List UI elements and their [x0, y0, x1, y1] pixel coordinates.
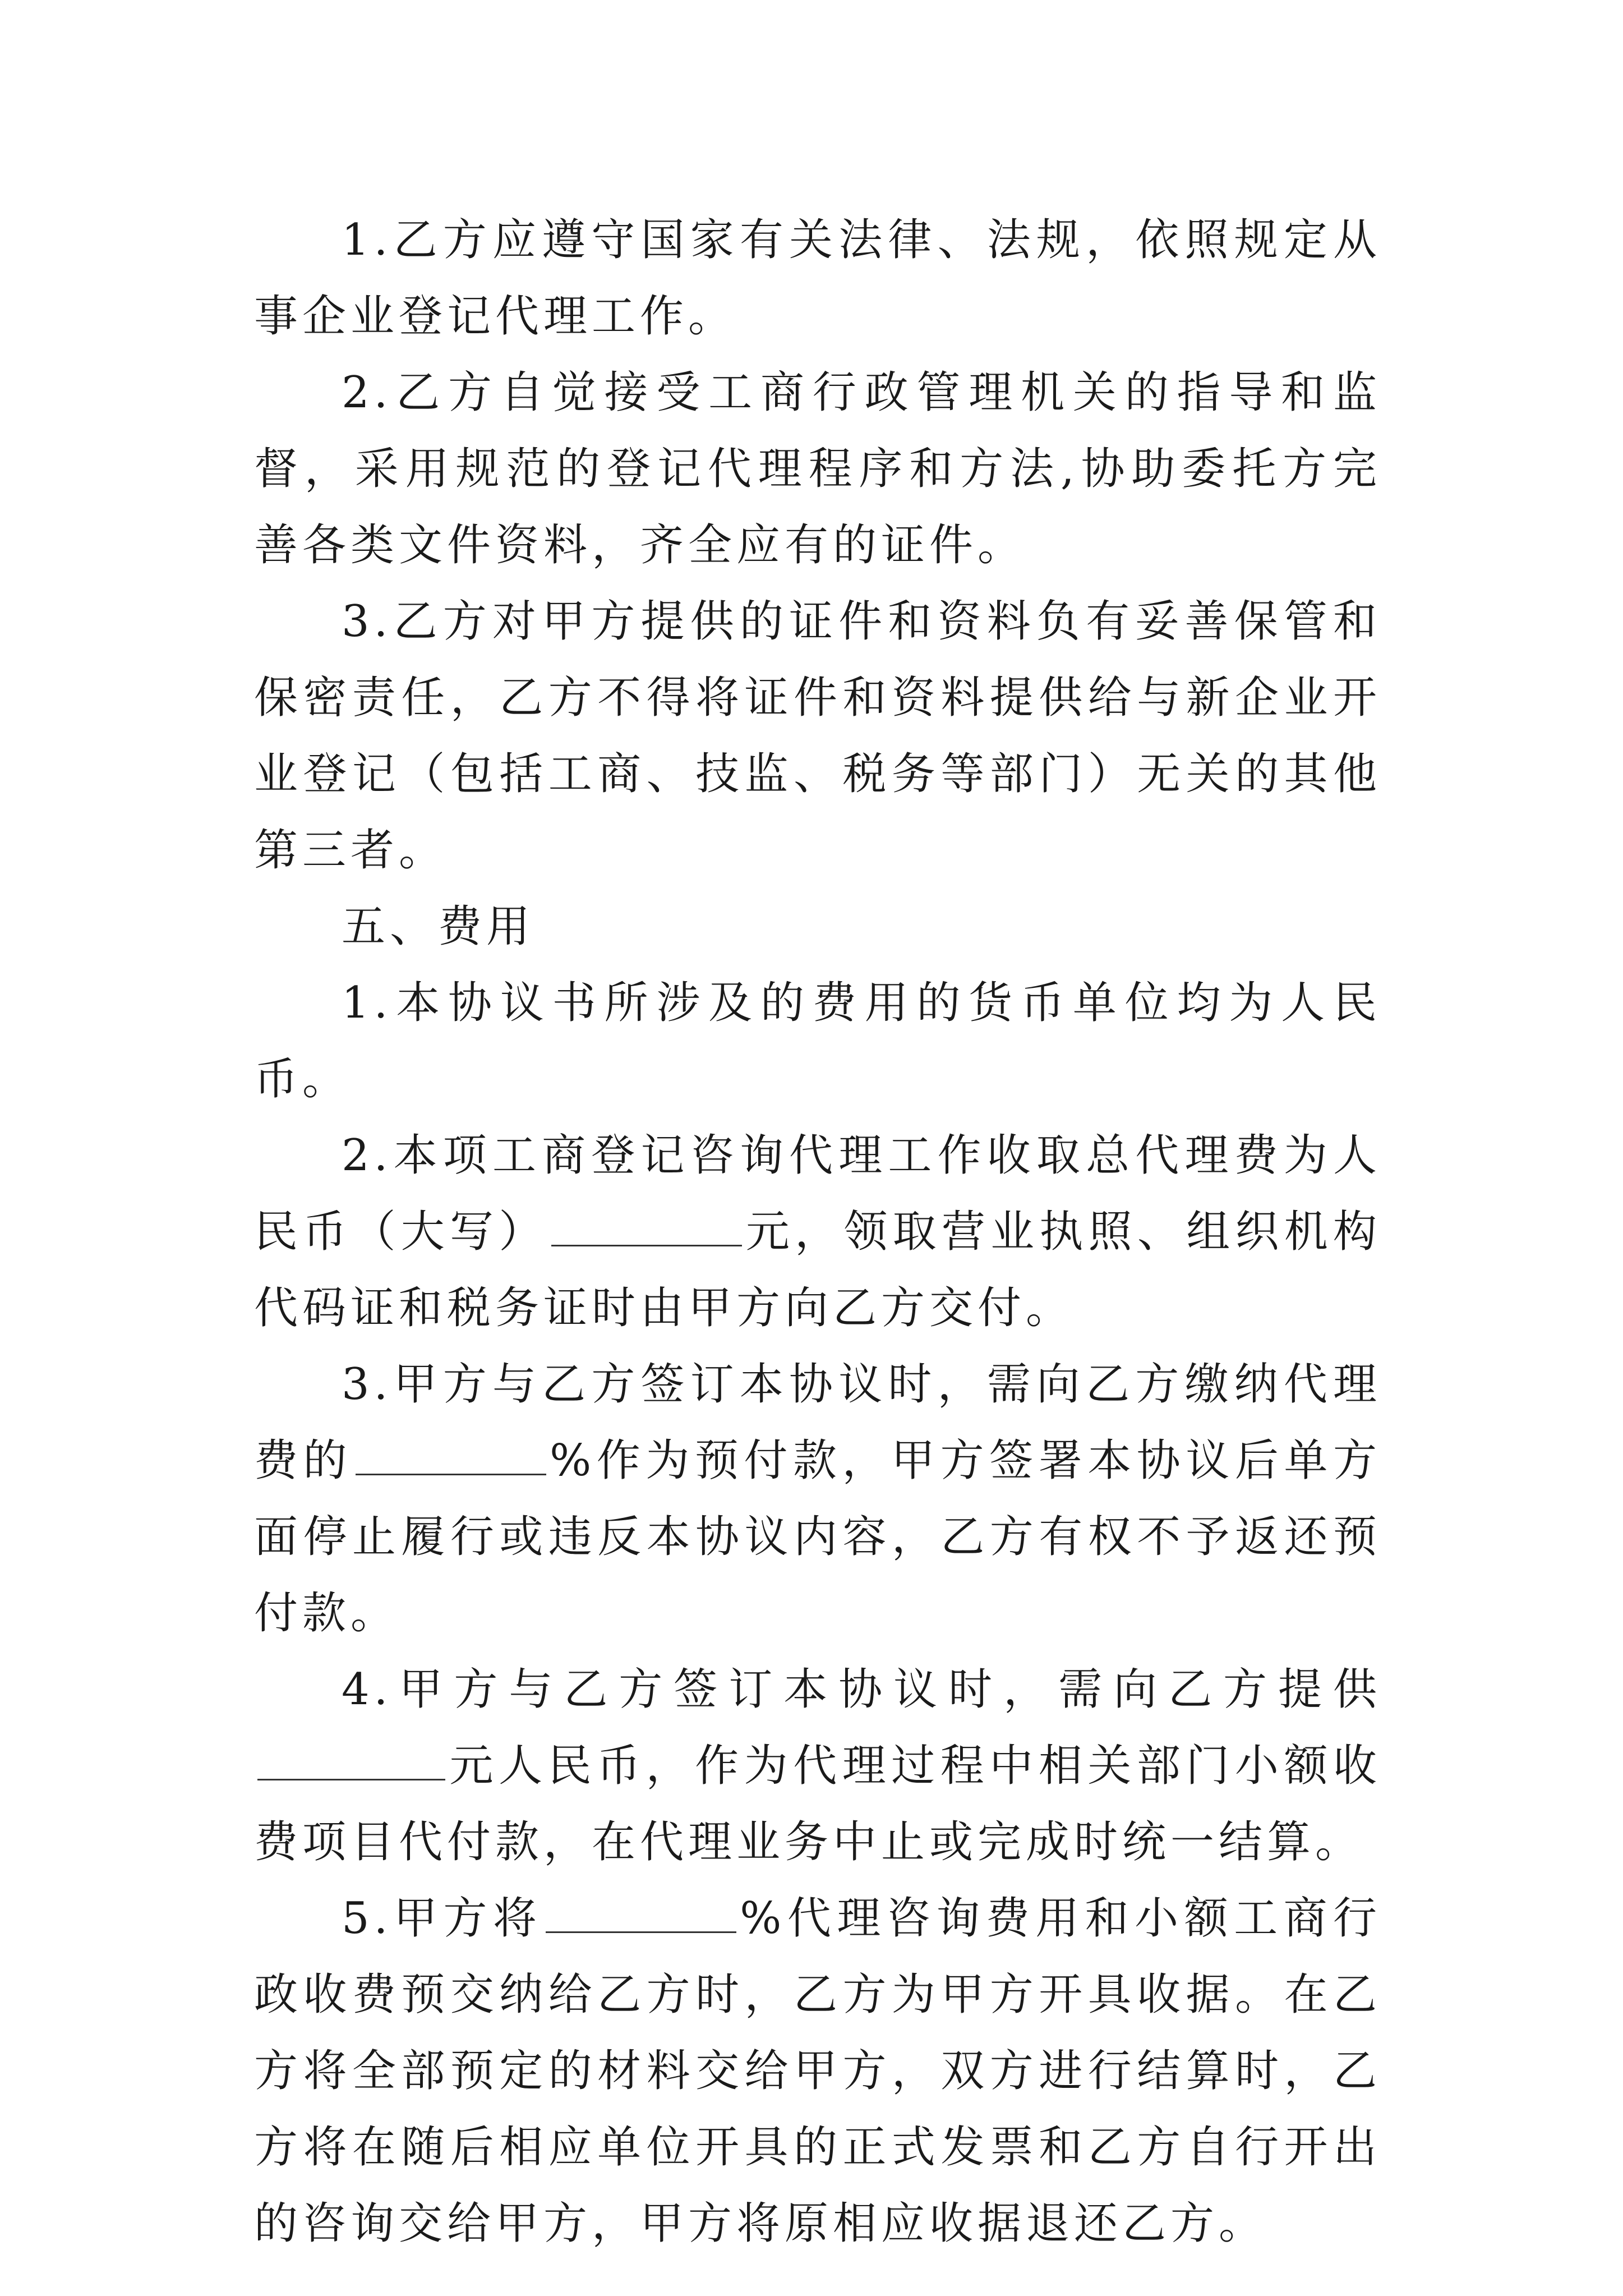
fee-clause-5-text-b: %代理咨询费用和小额工商行政收费预交纳给乙方时，乙方为甲方开具收据。在乙方将全部预定的材料交给甲方，双方进行结算时，乙方将在随后相应单位开具的正式发票和乙方自行开出的咨询交给甲方，甲方将原相应收据退还乙方。: [254, 1893, 1382, 2249]
clause-2: 2.乙方自觉接受工商行政管理机关的指导和监督，采用规范的登记代理程序和方法,协助委托方完善各类文件资料，齐全应有的证件。: [254, 367, 1381, 570]
fee-clause-2-text-a: 2.本项工商登记咨询代理工作收取总代理费为人民币（大写）: [254, 1130, 1381, 1257]
fee-clause-2: [254, 1117, 1381, 1346]
consulting-percent-blank[interactable]: [546, 1898, 736, 1933]
fee-clause-4: [254, 1651, 1381, 1880]
prepayment-percent-blank[interactable]: [356, 1440, 546, 1475]
fee-clause-4-text-b: 元人民币，作为代理过程中相关部门小额收费项目代付款，在代理业务中止或完成时统一结算。: [254, 1741, 1381, 1867]
fee-clause-3-text-b: %作为预付款，甲方签署本协议后单方面停止履行或违反本协议内容，乙方有权不予返还预付款。: [254, 1435, 1381, 1639]
fee-clause-5: [254, 1880, 1381, 2262]
section-heading-fees: 五、费用: [342, 901, 535, 952]
clause-3: 3.乙方对甲方提供的证件和资料负有妥善保管和保密责任，乙方不得将证件和资料提供给与新企业开业登记（包括工商、技监、税务等部门）无关的其他第三者。: [254, 596, 1381, 876]
fee-clause-1: 1.本协议书所涉及的费用的货币单位均为人民币。: [254, 978, 1381, 1105]
fee-clause-3-text-a: 3.甲方与乙方签订本协议时，需向乙方缴纳代理费的: [254, 1359, 1381, 1486]
fee-amount-blank[interactable]: [551, 1211, 742, 1246]
advance-amount-blank[interactable]: [257, 1745, 445, 1780]
fee-clause-5-text-a: 5.甲方将: [342, 1893, 543, 1944]
document-body: [254, 202, 1381, 2262]
fee-clause-3: [254, 1346, 1381, 1651]
clause-1: 1.乙方应遵守国家有关法律、法规，依照规定从事企业登记代理工作。: [254, 215, 1381, 342]
fee-clause-4-text-a: 4.甲方与乙方签订本协议时，需向乙方提供: [342, 1664, 1381, 1715]
fee-clause-2-text-b: 元，领取营业执照、组织机构代码证和税务证时由甲方向乙方交付。: [254, 1207, 1381, 1333]
